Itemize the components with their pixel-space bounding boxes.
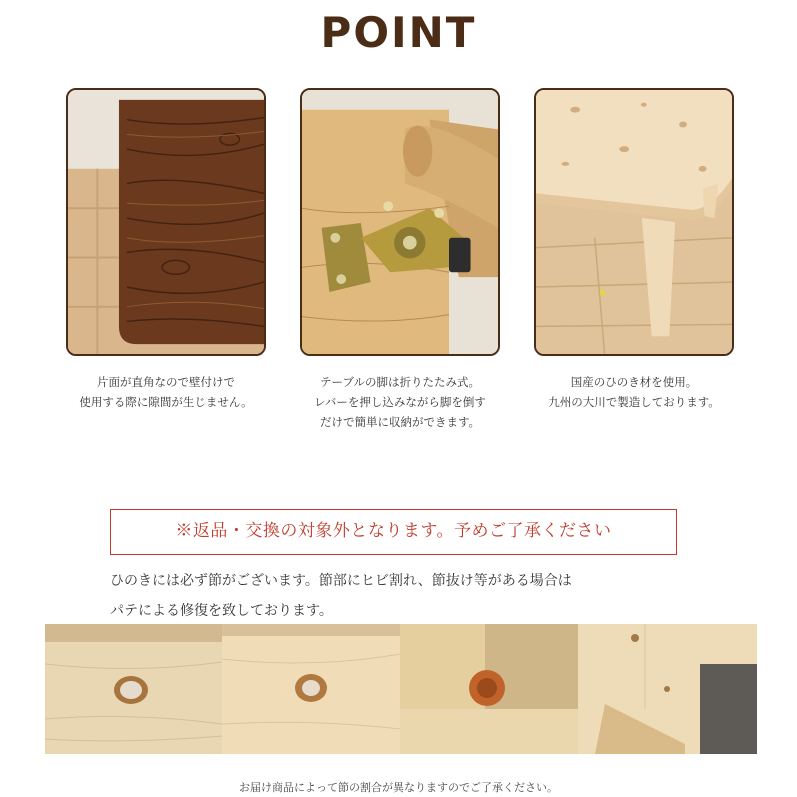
knot-photo-3 bbox=[400, 624, 578, 754]
footnote: お届け商品によって節の割合が異なりますのでご了承ください。 bbox=[239, 781, 558, 794]
hinoki-table-photo bbox=[534, 88, 734, 356]
point-1-caption: 片面が直角なので壁付けで 使用する際に隙間が生じません。 bbox=[79, 375, 253, 409]
dark-wood-corner-photo bbox=[66, 88, 266, 356]
point-3-caption: 国産のひのき材を使用。 九州の大川で製造しております。 bbox=[548, 375, 720, 409]
knot-photo-strip bbox=[45, 624, 757, 754]
knot-photo-4 bbox=[578, 624, 757, 754]
return-notice: ※返品・交換の対象外となります。予めご了承ください bbox=[110, 509, 677, 555]
folding-leg-hinge-photo bbox=[300, 88, 500, 356]
point-2-caption: テーブルの脚は折りたたみ式。 レバーを押し込みながら脚を倒す だけで簡単に収納ができます。 bbox=[314, 375, 486, 429]
knot-description-text: ひのきには必ず節がございます。節部にヒビ割れ、節抜け等がある場合は パテによる修復を致しております。 bbox=[110, 573, 572, 619]
knot-photo-1 bbox=[45, 624, 222, 754]
page-title: POINT bbox=[320, 8, 477, 57]
knot-description bbox=[110, 566, 690, 626]
knot-photo-2 bbox=[222, 624, 400, 754]
